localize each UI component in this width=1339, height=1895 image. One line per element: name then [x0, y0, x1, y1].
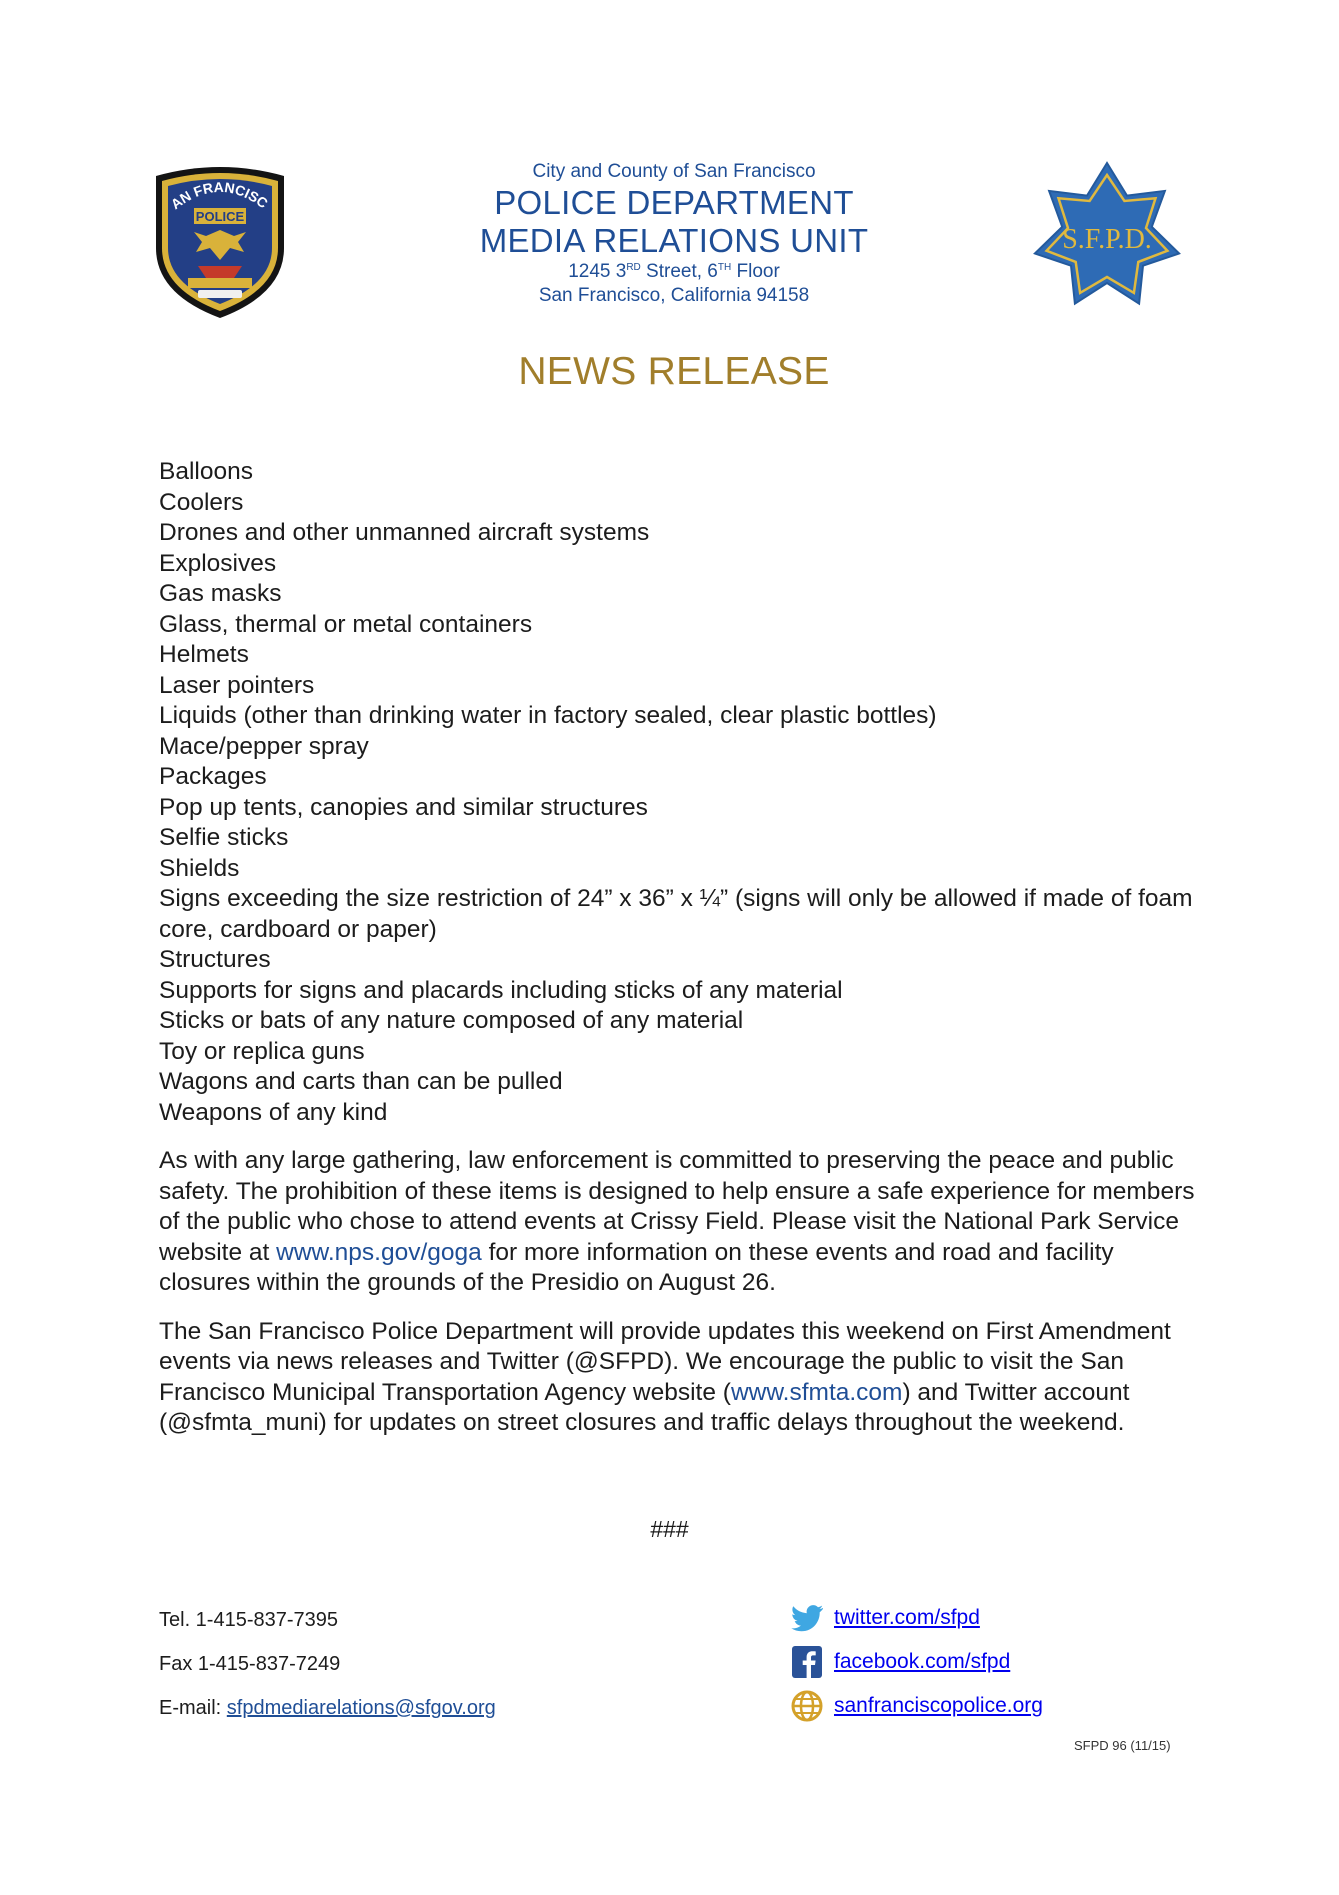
twitter-bird-icon: [790, 1601, 824, 1635]
svg-text:SAN FRANCISCO: AN FRANCISC: [167, 178, 271, 213]
list-item: Mace/pepper spray: [159, 732, 369, 760]
list-item: Signs exceeding the size restriction of 24” x 36” x ¼” (signs will only be allowed if made of foam core, cardboard or paper): [159, 885, 1193, 943]
website-link[interactable]: sanfranciscopolice.org: [834, 1694, 1043, 1717]
twitter-row: [790, 1596, 1043, 1640]
fax: Fax 1-415-837-7249: [159, 1653, 341, 1675]
list-item: Drones and other unmanned aircraft systems: [159, 519, 650, 546]
news-release-title: NEWS RELEASE: [518, 350, 830, 393]
list-item: Coolers: [159, 488, 244, 516]
list-item: Helmets: [159, 641, 249, 668]
sfpd-star-logo: [1030, 160, 1184, 314]
unit-name: MEDIA RELATIONS UNIT: [479, 222, 869, 259]
contact-info: [159, 1606, 496, 1738]
letterhead: [420, 160, 928, 308]
list-item: Shields: [159, 854, 240, 882]
paragraph-updates: The San Francisco Police Department will provide updates this weekend on First Amendment events via news releases and Twitter (@SFPD). We encourage the public to visit the San Francisco Municipal Transportation Agency website (www.sfmta.com) and Twitter account (@sfmta_muni) for updates on street closures and traffic delays throughout the weekend.: [159, 1317, 1171, 1436]
list-item: Gas masks: [159, 580, 282, 607]
city-county-line: City and County of San Francisco: [532, 161, 816, 182]
list-item: Weapons of any kind: [159, 1098, 388, 1126]
form-code: SFPD 96 (11/15): [1074, 1738, 1171, 1753]
list-item: Glass, thermal or metal containers: [159, 610, 533, 638]
prohibited-items-list: [159, 457, 1199, 1128]
list-item: Balloons: [159, 458, 253, 485]
list-item: Liquids (other than drinking water in factory sealed, clear plastic bottles): [159, 702, 937, 729]
address-line-1: 1245 3RD Street, 6TH Floor: [568, 261, 780, 282]
email-link[interactable]: sfpdmediarelations@sfgov.org: [226, 1697, 496, 1719]
twitter-link[interactable]: twitter.com/sfpd: [834, 1606, 980, 1629]
website-row: [790, 1684, 1043, 1728]
address-line-2: San Francisco, California 94158: [538, 285, 810, 306]
telephone: Tel. 1-415-837-7395: [159, 1609, 339, 1631]
list-item: Explosives: [159, 549, 277, 577]
paragraph-nps: As with any large gathering, law enforcement is committed to preserving the peace and public safety. The prohibition of these items is designed to help ensure a safe experience for members of the public who chose to attend events at Crissy Field. Please visit the National Park Service website at www.nps.gov/goga for more information on these events and road and facility closures within the grounds of the Presidio on August 26.: [159, 1147, 1195, 1296]
svg-text:POLICE: POLICE: [195, 209, 245, 224]
facebook-link[interactable]: facebook.com/sfpd: [834, 1650, 1011, 1673]
list-item: Toy or replica guns: [159, 1037, 365, 1065]
list-item: Laser pointers: [159, 671, 315, 699]
social-links: [790, 1596, 1043, 1728]
list-item: Pop up tents, canopies and similar structures: [159, 793, 648, 821]
nps-link[interactable]: www.nps.gov/goga: [276, 1238, 482, 1266]
list-item: Structures: [159, 946, 271, 973]
release-body: [159, 457, 1199, 1439]
sfmta-link[interactable]: www.sfmta.com: [730, 1378, 903, 1406]
department-name: POLICE DEPARTMENT: [494, 184, 854, 221]
svg-text:S.F.P.D.: S.F.P.D.: [1062, 224, 1152, 255]
list-item: Selfie sticks: [159, 824, 289, 851]
list-item: Sticks or bats of any nature composed of any material: [159, 1007, 744, 1034]
end-mark: ###: [650, 1516, 689, 1542]
facebook-f-icon: [790, 1645, 824, 1679]
sfpd-patch-logo: [148, 162, 292, 322]
facebook-row: [790, 1640, 1043, 1684]
email-row: E-mail: sfpdmediarelations@sfgov.org: [159, 1697, 496, 1719]
globe-icon: [790, 1689, 824, 1723]
list-item: Supports for signs and placards including sticks of any material: [159, 976, 843, 1004]
list-item: Wagons and carts than can be pulled: [159, 1068, 563, 1095]
list-item: Packages: [159, 763, 267, 790]
